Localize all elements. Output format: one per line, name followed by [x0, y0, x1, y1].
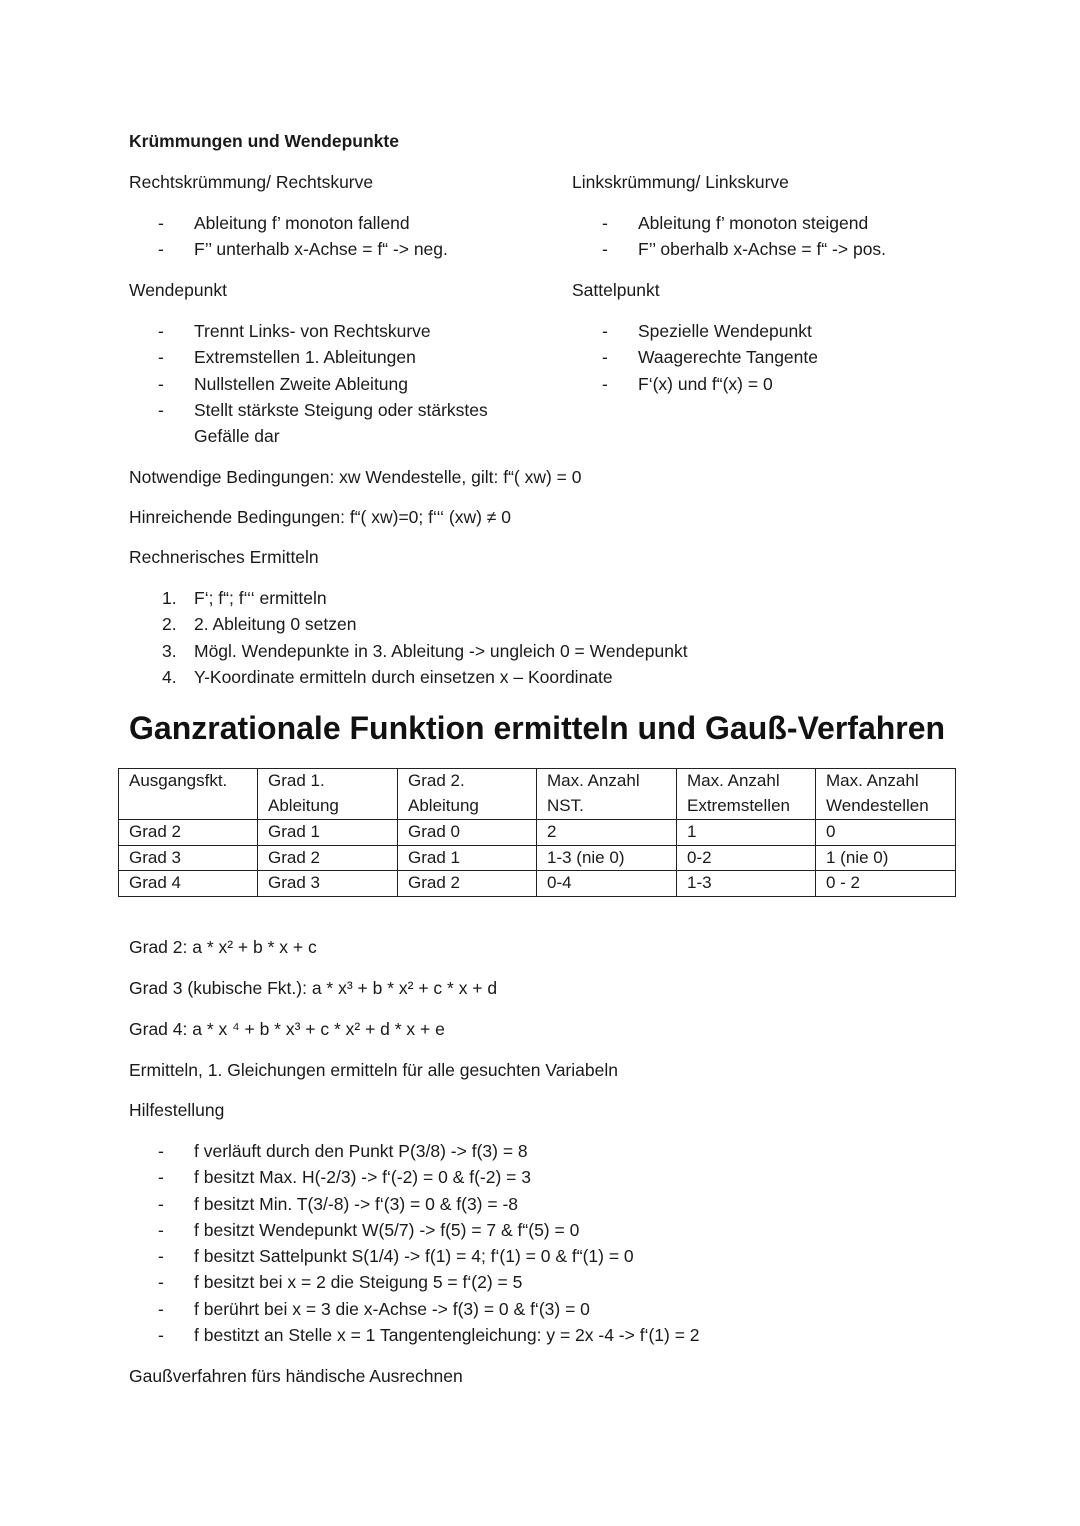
grad3-formula: Grad 3 (kubische Fkt.): a * x³ + b * x² + c * x + d [129, 978, 498, 998]
degree-table [118, 768, 956, 897]
dash-bullet: - [158, 1219, 164, 1240]
header-line: Max. Anzahl [687, 771, 780, 790]
list-item-continuation [194, 423, 488, 449]
header-line: Ausgangsfkt. [129, 771, 228, 790]
table-cell: 0-2 [677, 845, 816, 871]
dash-bullet: - [158, 239, 164, 260]
list-item-text: Nullstellen Zweite Ableitung [194, 373, 409, 394]
list-item [158, 318, 488, 344]
table-cell: Grad 4 [119, 871, 258, 897]
list-item [158, 1243, 700, 1269]
list-item-text: f bestitzt an Stelle x = 1 Tangentengleichung: y = 2x -4 -> f‘(1) = 2 [194, 1325, 700, 1346]
header-cell [258, 769, 398, 820]
header-cell [119, 769, 258, 820]
header-cell [537, 769, 677, 820]
dash-bullet: - [602, 373, 608, 394]
list-item [162, 664, 688, 690]
ermitteln-text: Ermitteln, 1. Gleichungen ermitteln für alle gesuchten Variabeln [129, 1060, 618, 1080]
table-row [119, 820, 956, 846]
list-item [602, 318, 818, 344]
table-cell: Grad 3 [258, 871, 398, 897]
grad4-formula: Grad 4: a * x ⁴ + b * x³ + c * x² + d * x + e [129, 1019, 445, 1039]
dash-bullet: - [602, 239, 608, 260]
sattelpunkt-list [602, 318, 818, 397]
header-line: Ableitung [268, 795, 339, 815]
rechtskruemmung-list [158, 210, 448, 263]
step-text: 2. Ableitung 0 setzen [194, 614, 357, 635]
table-header-row [119, 769, 956, 820]
grad2-formula: Grad 2: a * x² + b * x + c [129, 937, 317, 957]
list-item-text: Trennt Links- von Rechtskurve [194, 321, 431, 341]
table-row [119, 871, 956, 897]
dash-bullet: - [158, 1325, 164, 1346]
rechnerisches-ermitteln-steps [162, 585, 688, 690]
header-cell [816, 769, 956, 820]
header-line: Grad 2. [408, 771, 465, 790]
list-item-text: f besitzt Max. H(-2/3) -> f‘(-2) = 0 & f(-2) = 3 [194, 1167, 531, 1188]
list-item [158, 397, 488, 423]
dash-bullet: - [602, 321, 608, 341]
table-cell: 1 (nie 0) [816, 845, 956, 871]
table-cell: 0-4 [537, 871, 677, 897]
dash-bullet: - [158, 399, 164, 420]
header-cell [677, 769, 816, 820]
table-cell: 1 [677, 820, 816, 846]
list-item-text: Ableitung f’ monoton fallend [194, 213, 410, 233]
list-item-text: f besitzt Min. T(3/-8) -> f‘(3) = 0 & f(3) = -8 [194, 1193, 519, 1214]
header-line: Grad 1. [268, 771, 325, 790]
table-cell: Grad 1 [258, 820, 398, 846]
header-line: NST. [547, 795, 584, 815]
section-title-kruemmungen: Krümmungen und Wendepunkte [129, 131, 399, 151]
step-text: Y-Koordinate ermitteln durch einsetzen x – Koordinate [194, 666, 613, 687]
list-item-text: Waagerechte Tangente [638, 347, 818, 368]
step-number: 2. [162, 614, 177, 635]
table-cell: Grad 2 [258, 845, 398, 871]
linkskruemmung-heading: Linkskrümmung/ Linkskurve [572, 172, 789, 192]
hilfestellung-list [158, 1138, 700, 1348]
list-item [158, 1322, 700, 1348]
dash-bullet: - [158, 321, 164, 341]
dash-bullet: - [158, 213, 164, 233]
list-item [602, 344, 818, 370]
list-item-text: F‘(x) und f“(x) = 0 [638, 373, 773, 394]
table-cell: Grad 2 [119, 820, 258, 846]
list-item [158, 344, 488, 370]
list-item-text: f besitzt Sattelpunkt S(1/4) -> f(1) = 4; f‘(1) = 0 & f“(1) = 0 [194, 1246, 634, 1267]
rechtskruemmung-heading: Rechtskrümmung/ Rechtskurve [129, 172, 374, 192]
table-row [119, 845, 956, 871]
list-item-text: f verläuft durch den Punkt P(3/8) -> f(3) = 8 [194, 1141, 528, 1161]
table-cell: 0 [816, 820, 956, 846]
table-cell: 1-3 [677, 871, 816, 897]
list-item [158, 1217, 700, 1243]
table-cell: Grad 1 [398, 845, 537, 871]
section-title-ganzrationale: Ganzrationale Funktion ermitteln und Gauß-Verfahren [129, 710, 946, 746]
list-item-text: Ableitung f’ monoton steigend [638, 213, 869, 233]
wendepunkt-list [158, 318, 488, 449]
wendepunkt-heading: Wendepunkt [129, 280, 227, 300]
list-item [162, 611, 688, 637]
dash-bullet: - [158, 1193, 164, 1214]
list-item [602, 210, 886, 236]
step-text: Mögl. Wendepunkte in 3. Ableitung -> ungleich 0 = Wendepunkt [194, 640, 688, 661]
list-item [158, 371, 488, 397]
header-line: Max. Anzahl [826, 771, 919, 790]
rechnerisches-ermitteln-heading: Rechnerisches Ermitteln [129, 547, 319, 567]
list-item [158, 1296, 700, 1322]
list-item [158, 1269, 700, 1295]
table-cell: Grad 3 [119, 845, 258, 871]
header-line: Max. Anzahl [547, 771, 640, 790]
list-item [162, 638, 688, 664]
table-cell: 2 [537, 820, 677, 846]
step-text: F‘; f“; f‘‘‘ ermitteln [194, 588, 327, 608]
dash-bullet: - [158, 347, 164, 368]
linkskruemmung-list [602, 210, 887, 263]
list-item-text: Spezielle Wendepunkt [638, 321, 812, 341]
table-cell: Grad 2 [398, 871, 537, 897]
list-item-text: f besitzt Wendepunkt W(5/7) -> f(5) = 7 & f“(5) = 0 [194, 1219, 580, 1240]
header-line: Extremstellen [687, 795, 790, 815]
table-cell: Grad 0 [398, 820, 537, 846]
header-line: Wendestellen [826, 795, 929, 815]
table-cell: 1-3 (nie 0) [537, 845, 677, 871]
dash-bullet: - [602, 347, 608, 368]
step-number: 1. [162, 588, 177, 608]
list-item [158, 210, 448, 236]
sattelpunkt-heading: Sattelpunkt [572, 280, 660, 300]
dash-bullet: - [158, 1141, 164, 1161]
header-cell [398, 769, 537, 820]
gaussverfahren-text: Gaußverfahren fürs händische Ausrechnen [129, 1366, 463, 1386]
dash-bullet: - [602, 213, 608, 233]
dash-bullet: - [158, 1167, 164, 1188]
notwendige-bedingungen: Notwendige Bedingungen: xw Wendestelle, gilt: f“( xw) = 0 [129, 467, 582, 487]
list-item [162, 585, 688, 611]
list-item [158, 1191, 700, 1217]
step-number: 3. [162, 640, 177, 661]
list-item [158, 1164, 700, 1190]
hinreichende-bedingungen: Hinreichende Bedingungen: f“( xw)=0; f‘‘‘ (xw) ≠ 0 [129, 507, 511, 527]
dash-bullet: - [158, 1298, 164, 1319]
list-item-text: Extremstellen 1. Ableitungen [194, 347, 416, 368]
list-item-text: f besitzt bei x = 2 die Steigung 5 = f‘(2) = 5 [194, 1272, 523, 1293]
list-item-text: Stellt stärkste Steigung oder stärkstes [194, 399, 488, 420]
list-item [602, 371, 818, 397]
list-item-text: F’’ oberhalb x-Achse = f“ -> pos. [638, 239, 887, 260]
list-item [158, 236, 448, 262]
dash-bullet: - [158, 1272, 164, 1293]
list-item [602, 236, 887, 262]
list-item-text: Gefälle dar [194, 426, 280, 447]
table-cell: 0 - 2 [816, 871, 956, 897]
list-item-text: F’’ unterhalb x-Achse = f“ -> neg. [194, 239, 448, 260]
list-item [158, 1138, 700, 1164]
list-item-text: f berührt bei x = 3 die x-Achse -> f(3) = 0 & f‘(3) = 0 [194, 1298, 590, 1319]
header-line: Ableitung [408, 795, 479, 815]
step-number: 4. [162, 666, 177, 687]
dash-bullet: - [158, 373, 164, 394]
dash-bullet: - [158, 1246, 164, 1267]
hilfestellung-heading: Hilfestellung [129, 1100, 225, 1120]
